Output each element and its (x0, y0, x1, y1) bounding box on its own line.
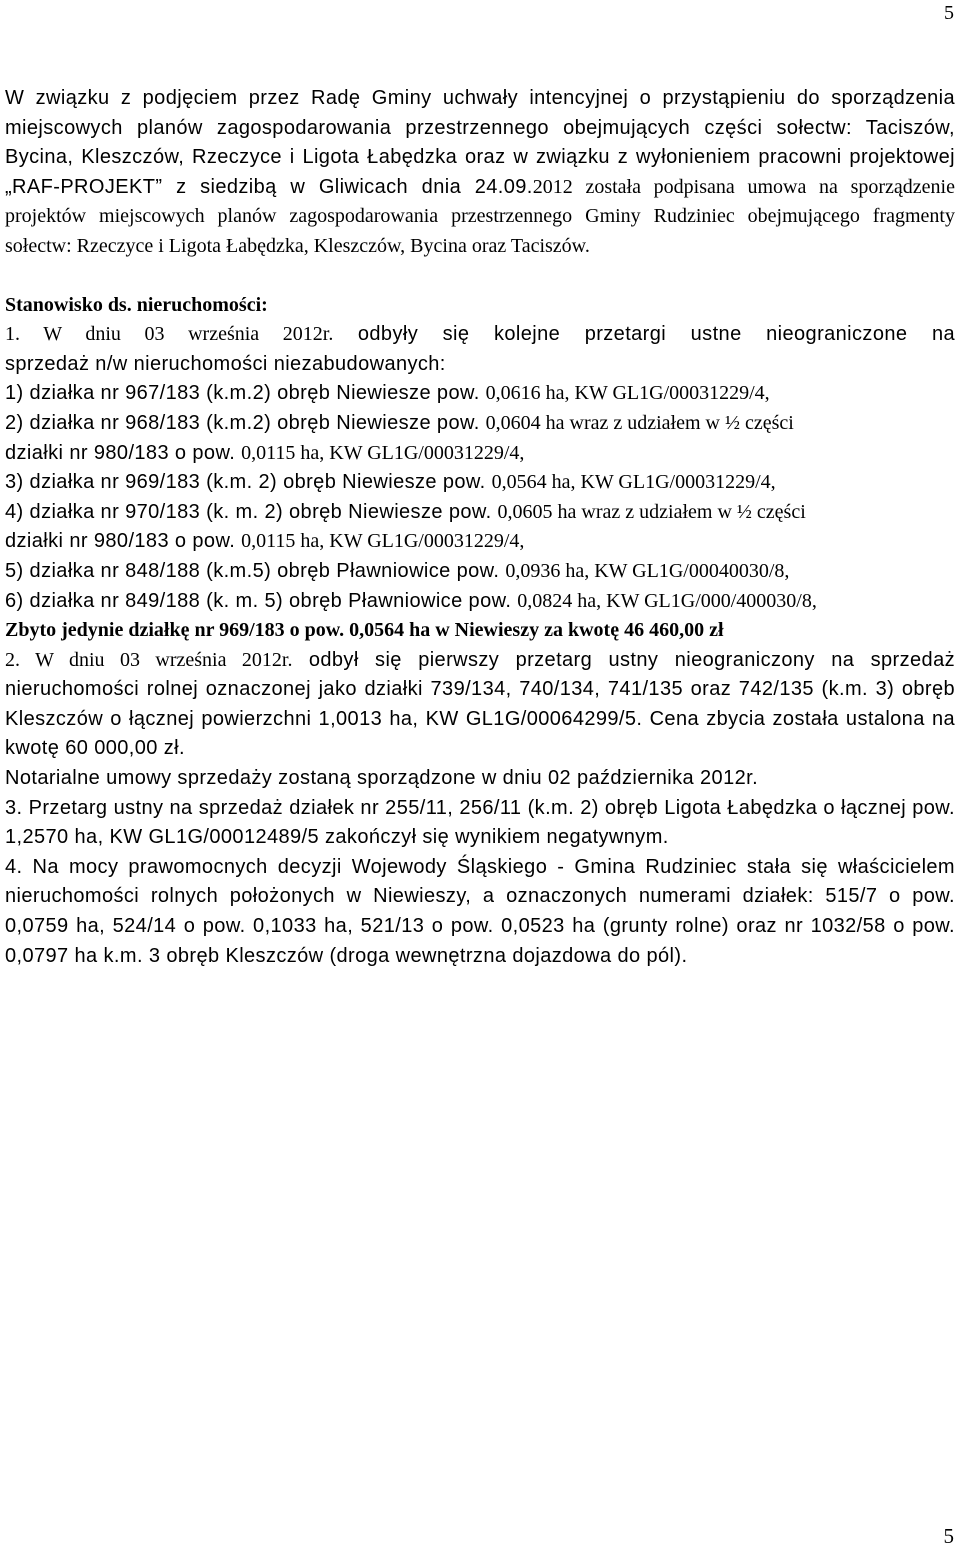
item4-paragraph: 4. Na mocy prawomocnych decyzji Wojewody Śląskiego - Gmina Rudziniec stała się właścicielem nieruchomości rolnych położonych w Niewieszy, a oznaczonych numerami działek: 515/7 o pow. 0,0759 ha, 524/14 o pow. 0,1033 ha, 521/13 o pow. 0,0523 ha (grunty rolne) oraz nr 1032/58 o pow. 0,0797 ha k.m. 3 obręb Kleszczów (droga wewnętrzna dojazdowa do pól). (5, 855, 955, 967)
item1-lead-continued: sprzedaż n/w nieruchomości niezabudowanych: (5, 352, 446, 375)
parcel-line: 6) działka nr 849/188 (k. m. 5) obręb Pławniowice pow. 0,0824 ha, KW GL1G/000/400030/8, (5, 589, 817, 612)
sale-result: Zbyto jedynie działkę nr 969/183 o pow. 0,0564 ha w Niewieszy za kwotę 46 460,00 zł (5, 619, 724, 642)
parcel-line: 4) działka nr 970/183 (k. m. 2) obręb Niewiesze pow. 0,0605 ha wraz z udziałem w ½ części (5, 500, 806, 523)
parcel-line: 3) działka nr 969/183 (k.m. 2) obręb Niewiesze pow. 0,0564 ha, KW GL1G/00031229/4, (5, 471, 776, 494)
parcel-list (5, 379, 955, 616)
intro-paragraph (5, 84, 955, 262)
item1-lead (5, 320, 955, 350)
parcel-line: 5) działka nr 848/188 (k.m.5) obręb Pławniowice pow. 0,0936 ha, KW GL1G/00040030/8, (5, 559, 790, 582)
item1-lead-date: 1. W dniu 03 września 2012r. (5, 323, 334, 346)
parcel-line: działki nr 980/183 o pow. 0,0115 ha, KW GL1G/00031229/4, (5, 530, 525, 553)
parcel-line: działki nr 980/183 o pow. 0,0115 ha, KW GL1G/00031229/4, (5, 441, 525, 464)
parcel-line: 1) działka nr 967/183 (k.m.2) obręb Niewiesze pow. 0,0616 ha, KW GL1G/00031229/4, (5, 382, 770, 405)
item2-lead: 2. W dniu 03 września 2012r. (5, 648, 293, 671)
page-number-bottom: 5 (943, 1524, 954, 1548)
intro-text-part1: W związku z podjęciem przez Radę Gminy uchwały intencyjnej o przystąpieniu do sporządzenia miejscowych planów zagospodarowania przestrzennego obejmujących części sołectw: Taciszów, Bycina, Kleszczów, Rzeczyce i Ligota Łabędzka oraz w związku z wyłonieniem pracowni projektowej „RAF-PROJEKT” z siedzibą w Gliwicach dnia 24.09. (5, 87, 955, 198)
item2-text: odbył się pierwszy przetarg ustny nieograniczony na sprzedaż nieruchomości rolnej oznaczonej jako działki 739/134, 740/134, 741/135 oraz 742/135 (k.m. 3) obręb Kleszczów o łącznej powierzchni 1,0013 ha, KW GL1G/00064299/5. Cena zbycia została ustalona na kwotę 60 000,00 zł. (5, 648, 955, 760)
intro-text-part2: 2012 została podpisana umowa na sporządzenie projektów miejscowych planów zagospodarowania przestrzennego Gminy Rudziniec obejmującego fragmenty sołectw: Rzeczyce i Ligota Łabędzka, Kleszczów, Bycina oraz Taciszów. (5, 175, 955, 257)
item1-lead-text: odbyły się kolejne przetargi ustne nieograniczone na (333, 323, 955, 346)
item2-paragraph (5, 646, 955, 764)
item2-note: Notarialne umowy sprzedaży zostaną sporządzone w dniu 02 października 2012r. (5, 767, 759, 790)
document-body (5, 84, 955, 971)
page-number-top: 5 (944, 2, 954, 24)
section-heading: Stanowisko ds. nieruchomości: (5, 293, 268, 316)
item3-paragraph: 3. Przetarg ustny na sprzedaż działek nr 255/11, 256/11 (k.m. 2) obręb Ligota Łabędzka o łącznej pow. 1,2570 ha, KW GL1G/00012489/5 zakończył się wynikiem negatywnym. (5, 796, 955, 849)
parcel-line: 2) działka nr 968/183 (k.m.2) obręb Niewiesze pow. 0,0604 ha wraz z udziałem w ½ części (5, 411, 794, 434)
